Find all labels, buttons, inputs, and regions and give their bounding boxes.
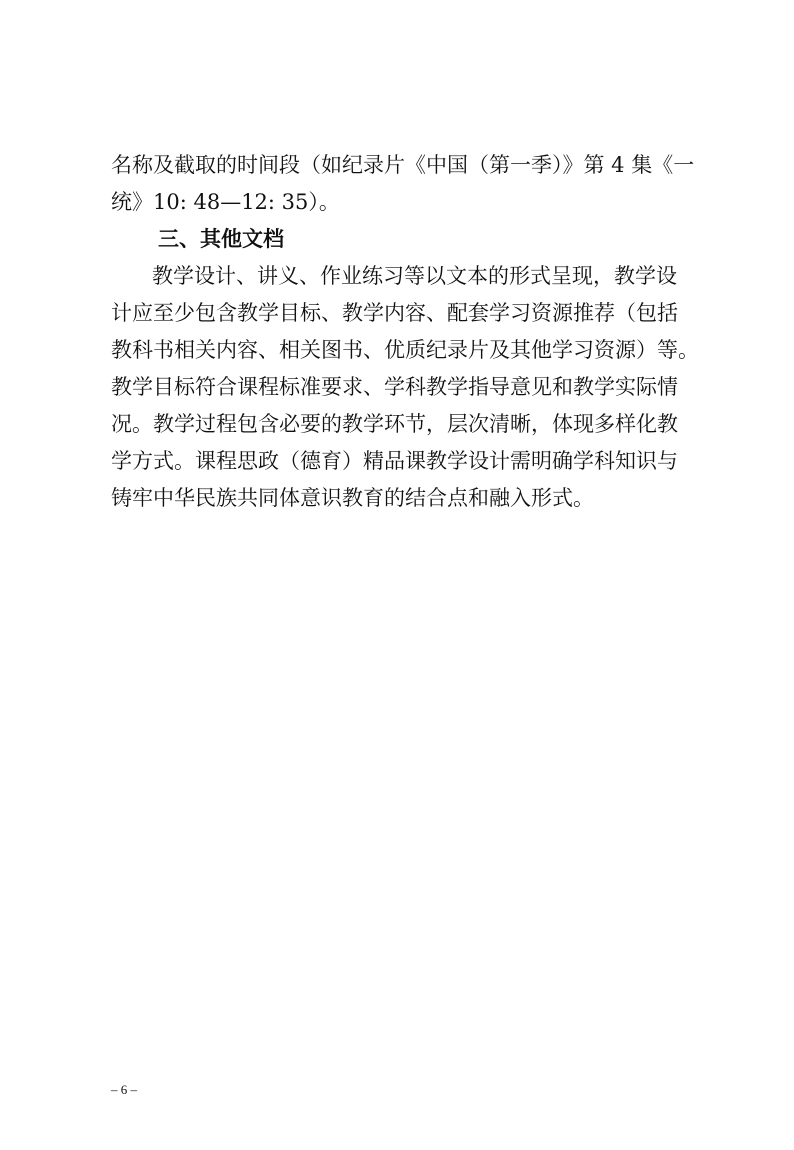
continuation-line-1: 名称及截取的时间段（如纪录片《中国（第一季）》第 4 集《一	[111, 153, 695, 177]
continuation-line-2: 统》10: 48—12: 35）。	[111, 190, 340, 214]
paragraph-line: 学方式。课程思政（德育）精品课教学设计需明确学科知识与	[111, 449, 678, 473]
page-number: – 6 –	[111, 1082, 137, 1097]
paragraph-line: 况。教学过程包含必要的教学环节，层次清晰，体现多样化教	[111, 412, 678, 436]
paragraph-line: 计应至少包含教学目标、教学内容、配套学习资源推荐（包括	[111, 301, 678, 325]
paragraph-line: 铸牢中华民族共同体意识教育的结合点和融入形式。	[111, 486, 594, 510]
paragraph-line: 教学设计、讲义、作业练习等以文本的形式呈现，教学设	[152, 264, 677, 288]
paragraph-line: 教学目标符合课程标准要求、学科教学指导意见和教学实际情	[111, 375, 678, 399]
section-heading: 三、其他文档	[158, 227, 284, 251]
paragraph-line: 教科书相关内容、相关图书、优质纪录片及其他学习资源）等。	[111, 338, 699, 362]
